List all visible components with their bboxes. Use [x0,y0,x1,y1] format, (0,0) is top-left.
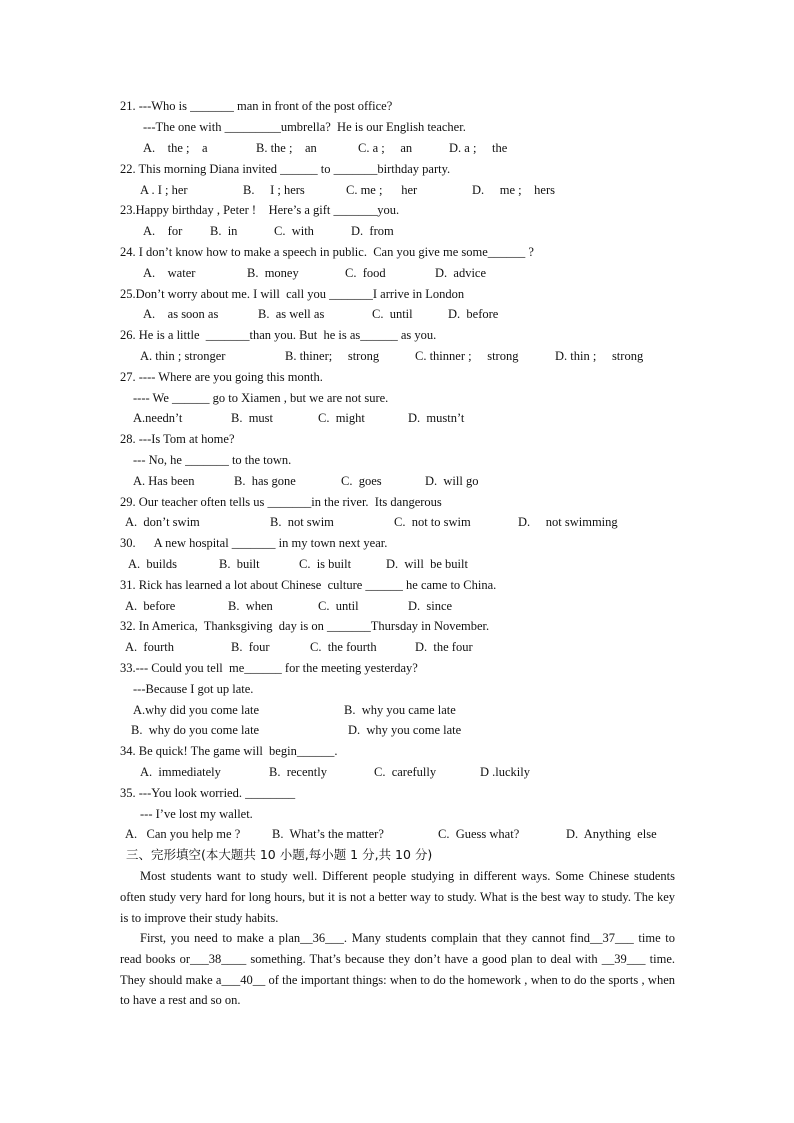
question-23-option-a[interactable]: A. for [143,224,183,238]
question-26-option-a[interactable]: A. thin ; stronger [140,349,226,363]
question-22-option-b[interactable]: B. I ; hers [243,183,305,197]
question-28-line-2: --- No, he _______ to the town. [133,453,292,467]
question-27-option-a[interactable]: A.needn’t [133,411,183,425]
question-21-line-1: 21. ---Who is _______ man in front of the post office? [120,99,393,113]
question-21-option-b[interactable]: B. the ; an [256,141,317,155]
question-33-option-b[interactable]: B. why you came late [344,703,456,717]
question-26-option-b[interactable]: B. thiner; strong [285,349,380,363]
question-34-line-1: 34. Be quick! The game will begin______. [120,744,338,758]
question-33-option-d[interactable]: D. why you come late [348,723,462,737]
question-34-option-b[interactable]: B. recently [269,765,327,779]
question-31-option-d[interactable]: D. since [408,599,453,613]
question-30-option-b[interactable]: B. built [219,557,260,571]
question-30-option-a[interactable]: A. builds [128,557,177,571]
question-34-option-d[interactable]: D .luckily [480,765,530,779]
question-21-option-a[interactable]: A. the ; a [143,141,208,155]
question-23-option-d[interactable]: D. from [351,224,394,238]
question-24-option-d[interactable]: D. advice [435,266,487,280]
question-31-option-c[interactable]: C. until [318,599,359,613]
question-31-option-a[interactable]: A. before [125,599,176,613]
question-34-option-c[interactable]: C. carefully [374,765,437,779]
question-29-option-c[interactable]: C. not to swim [394,515,471,529]
question-35-option-d[interactable]: D. Anything else [566,827,657,841]
question-32-option-d[interactable]: D. the four [415,640,473,654]
question-24-line-1: 24. I don’t know how to make a speech in public. Can you give me some______ ? [120,245,534,259]
question-34-option-a[interactable]: A. immediately [140,765,221,779]
question-28-option-b[interactable]: B. has gone [234,474,296,488]
question-32-option-a[interactable]: A. fourth [125,640,174,654]
question-23-option-b[interactable]: B. in [210,224,238,238]
cloze-paragraph-2 [120,928,675,1011]
question-33-option-a[interactable]: A.why did you come late [133,703,260,717]
question-27-option-c[interactable]: C. might [318,411,365,425]
question-29-option-d[interactable]: D. not swimming [518,515,618,529]
question-24-option-a[interactable]: A. water [143,266,196,280]
section-3-heading: 三、完形填空(本大题共 10 小题,每小题 1 分,共 10 分) [126,847,433,862]
question-32-option-b[interactable]: B. four [231,640,270,654]
question-27-option-d[interactable]: D. mustn’t [408,411,465,425]
question-21-option-c[interactable]: C. a ; an [358,141,413,155]
question-25-line-1: 25.Don’t worry about me. I will call you _______I arrive in London [120,287,465,301]
question-35-option-c[interactable]: C. Guess what? [438,827,520,841]
question-26-line-1: 26. He is a little _______than you. But he is as______ as you. [120,328,437,342]
question-33-line-1: 33.--- Could you tell me______ for the meeting yesterday? [120,661,418,675]
question-29-line-1: 29. Our teacher often tells us _______in the river. Its dangerous [120,495,442,509]
question-22-option-a[interactable]: A . I ; her [140,183,188,197]
cloze-paragraph-1 [120,866,675,928]
cloze-paragraph-2-text: First, you need to make a plan__36___. Many students complain that they cannot find__37___ time to read books or___38____ something. That’s because they don’t have a good plan to deal with __39___ time. They should make a___40__ of the important things: when to do the homework , when to do the sports , when to have a rest and so on. [120,931,675,1008]
question-29-option-b[interactable]: B. not swim [270,515,334,529]
question-30-option-c[interactable]: C. is built [299,557,352,571]
question-32-line-1: 32. In America, Thanksgiving day is on _______Thursday in November. [120,619,490,633]
question-25-option-a[interactable]: A. as soon as [143,307,219,321]
question-35-option-a[interactable]: A. Can you help me ? [125,827,241,841]
question-32-option-c[interactable]: C. the fourth [310,640,377,654]
cloze-paragraph-1-text: Most students want to study well. Different people studying in different ways. Some Chinese students often study very hard for long hours, but it is not a better way to study. What is the best way to study. The key is to improve their study habits. [120,869,675,925]
question-31-option-b[interactable]: B. when [228,599,273,613]
question-23-option-c[interactable]: C. with [274,224,314,238]
question-24-option-c[interactable]: C. food [345,266,386,280]
question-23-line-1: 23.Happy birthday , Peter ! Here’s a gift _______you. [120,203,400,217]
question-28-option-a[interactable]: A. Has been [133,474,195,488]
question-35-line-1: 35. ---You look worried. ________ [120,786,296,800]
question-26-option-d[interactable]: D. thin ; strong [555,349,644,363]
question-22-line-1: 22. This morning Diana invited ______ to _______birthday party. [120,162,451,176]
question-30-option-d[interactable]: D. will be built [386,557,468,571]
question-25-option-c[interactable]: C. until [372,307,413,321]
question-21-line-2: ---The one with _________umbrella? He is our English teacher. [143,120,466,134]
question-35-line-2: --- I’ve lost my wallet. [140,807,253,821]
question-25-option-b[interactable]: B. as well as [258,307,325,321]
question-33-line-2: ---Because I got up late. [133,682,254,696]
question-21-option-d[interactable]: D. a ; the [449,141,508,155]
question-28-option-d[interactable]: D. will go [425,474,479,488]
question-28-line-1: 28. ---Is Tom at home? [120,432,235,446]
question-25-option-d[interactable]: D. before [448,307,499,321]
question-27-line-2: ---- We ______ go to Xiamen , but we are not sure. [133,391,389,405]
question-31-line-1: 31. Rick has learned a lot about Chinese culture ______ he came to China. [120,578,497,592]
question-30-line-1: 30. A new hospital _______ in my town next year. [120,536,388,550]
question-26-option-c[interactable]: C. thinner ; strong [415,349,519,363]
question-24-option-b[interactable]: B. money [247,266,299,280]
question-22-option-d[interactable]: D. me ; hers [472,183,555,197]
question-35-option-b[interactable]: B. What’s the matter? [272,827,384,841]
question-29-option-a[interactable]: A. don’t swim [125,515,200,529]
question-27-option-b[interactable]: B. must [231,411,274,425]
question-22-option-c[interactable]: C. me ; her [346,183,418,197]
question-33-option-c[interactable]: B. why do you come late [131,723,260,737]
question-27-line-1: 27. ---- Where are you going this month. [120,370,323,384]
question-28-option-c[interactable]: C. goes [341,474,382,488]
